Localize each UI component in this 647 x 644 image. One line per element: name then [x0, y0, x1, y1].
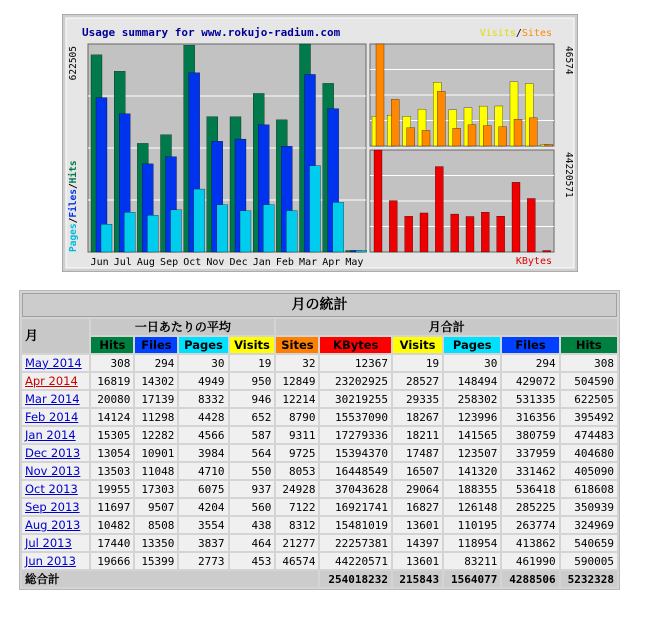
- value-cell: 4566: [179, 427, 227, 443]
- legend-part: Visits: [479, 28, 516, 39]
- bar-kbytes: [512, 182, 520, 252]
- x-tick-label: May: [345, 257, 364, 268]
- month-cell: [22, 427, 89, 443]
- value-cell: 14124: [91, 409, 133, 425]
- value-cell: 413862: [502, 535, 558, 551]
- value-cell: 44220571: [320, 553, 391, 569]
- value-cell: 16921741: [320, 499, 391, 515]
- value-cell: 22257381: [320, 535, 391, 551]
- column-label-files: Files: [502, 337, 558, 353]
- bar-sites: [514, 119, 522, 146]
- value-cell: 316356: [502, 409, 558, 425]
- total-value-cell: 4288506: [502, 571, 558, 587]
- table-row: [22, 355, 617, 371]
- value-cell: 21277: [276, 535, 318, 551]
- x-tick-label: Jan: [252, 257, 271, 268]
- value-cell: 30: [444, 355, 500, 371]
- value-cell: 946: [230, 391, 275, 407]
- value-cell: 11697: [91, 499, 133, 515]
- value-cell: 18267: [393, 409, 442, 425]
- table-row: [22, 445, 617, 461]
- month-link[interactable]: Sep 2013: [25, 499, 80, 514]
- month-link[interactable]: Dec 2013: [25, 445, 81, 460]
- bar-pages: [147, 215, 158, 252]
- value-cell: 3984: [179, 445, 227, 461]
- month-link[interactable]: Nov 2013: [25, 463, 81, 478]
- value-cell: 19: [230, 355, 275, 371]
- value-cell: 29335: [393, 391, 442, 407]
- value-cell: 83211: [444, 553, 500, 569]
- bar-pages: [310, 166, 321, 252]
- value-cell: 13054: [91, 445, 133, 461]
- legend-part: Sites: [521, 28, 552, 39]
- month-cell: [22, 445, 89, 461]
- value-cell: 15537090: [320, 409, 391, 425]
- value-cell: 474483: [561, 427, 617, 443]
- value-cell: 13601: [393, 517, 442, 533]
- value-cell: 350939: [561, 499, 617, 515]
- value-cell: 17487: [393, 445, 442, 461]
- value-cell: 536418: [502, 481, 558, 497]
- value-cell: 618608: [561, 481, 617, 497]
- value-cell: 4949: [179, 373, 227, 389]
- x-tick-label: Oct: [183, 257, 202, 268]
- x-tick-label: Sep: [160, 257, 179, 268]
- bar-pages: [286, 211, 297, 252]
- left-axis-label-part: /: [68, 183, 79, 190]
- value-cell: 11048: [135, 463, 177, 479]
- value-cell: 16448549: [320, 463, 391, 479]
- month-link[interactable]: Aug 2013: [25, 517, 81, 532]
- left-axis-label: [68, 160, 79, 252]
- kbytes-label: KBytes: [515, 256, 552, 267]
- left-axis-label-part: Files: [68, 189, 79, 218]
- month-cell: [22, 481, 89, 497]
- column-label-sites: Sites: [276, 337, 318, 353]
- value-cell: 12849: [276, 373, 318, 389]
- value-cell: 19666: [91, 553, 133, 569]
- value-cell: 9725: [276, 445, 318, 461]
- value-cell: 2773: [179, 553, 227, 569]
- bar-pages: [356, 251, 367, 253]
- table-row: [22, 391, 617, 407]
- month-cell: [22, 355, 89, 371]
- bar-sites: [407, 128, 415, 146]
- month-cell: [22, 553, 89, 569]
- left-axis-max-label: 622505: [68, 46, 79, 81]
- month-cell: [22, 535, 89, 551]
- value-cell: 8790: [276, 409, 318, 425]
- value-cell: 258302: [444, 391, 500, 407]
- total-label: 総合計: [22, 571, 318, 587]
- table-row: [22, 499, 617, 515]
- value-cell: 16507: [393, 463, 442, 479]
- value-cell: 15394370: [320, 445, 391, 461]
- month-link[interactable]: Oct 2013: [25, 481, 78, 496]
- table-row: [22, 553, 617, 569]
- table-row: [22, 409, 617, 425]
- daily-average-header: 一日あたりの平均: [91, 319, 274, 335]
- value-cell: 453: [230, 553, 275, 569]
- x-tick-label: Apr: [322, 257, 341, 268]
- value-cell: 17440: [91, 535, 133, 551]
- column-label-visits: Visits: [393, 337, 442, 353]
- value-cell: 337959: [502, 445, 558, 461]
- column-label-pages: Pages: [444, 337, 500, 353]
- value-cell: 285225: [502, 499, 558, 515]
- monthly-stats-table: [19, 290, 620, 590]
- value-cell: 29064: [393, 481, 442, 497]
- bar-sites: [499, 127, 507, 146]
- value-cell: 123507: [444, 445, 500, 461]
- table-row: [22, 463, 617, 479]
- bar-kbytes: [374, 150, 382, 252]
- value-cell: 17303: [135, 481, 177, 497]
- column-label-hits: Hits: [561, 337, 617, 353]
- value-cell: 12282: [135, 427, 177, 443]
- bar-kbytes: [543, 251, 551, 253]
- value-cell: 308: [91, 355, 133, 371]
- bar-kbytes: [497, 216, 505, 252]
- month-cell: [22, 517, 89, 533]
- value-cell: 32: [276, 355, 318, 371]
- value-cell: 294: [502, 355, 558, 371]
- value-cell: 16819: [91, 373, 133, 389]
- value-cell: 123996: [444, 409, 500, 425]
- value-cell: 3837: [179, 535, 227, 551]
- value-cell: 188355: [444, 481, 500, 497]
- month-link[interactable]: Mar 2014: [25, 391, 80, 406]
- total-value-cell: 215843: [393, 571, 442, 587]
- value-cell: 464: [230, 535, 275, 551]
- value-cell: 17139: [135, 391, 177, 407]
- bar-kbytes: [451, 214, 459, 252]
- bar-pages: [217, 205, 228, 252]
- value-cell: 12214: [276, 391, 318, 407]
- month-link[interactable]: Jul 2013: [25, 535, 72, 550]
- bar-sites: [483, 126, 491, 146]
- bar-sites: [422, 130, 430, 146]
- value-cell: 331462: [502, 463, 558, 479]
- x-tick-label: Dec: [229, 257, 248, 268]
- value-cell: 8312: [276, 517, 318, 533]
- column-label-pages: Pages: [179, 337, 227, 353]
- value-cell: 10482: [91, 517, 133, 533]
- x-tick-label: Jun: [90, 257, 109, 268]
- value-cell: 11298: [135, 409, 177, 425]
- left-axis-label-part: Hits: [68, 160, 79, 184]
- value-cell: 8332: [179, 391, 227, 407]
- value-cell: 590005: [561, 553, 617, 569]
- chart-title: Usage summary for www.rokujo-radium.com: [82, 26, 341, 39]
- value-cell: 14397: [393, 535, 442, 551]
- value-cell: 531335: [502, 391, 558, 407]
- bar-kbytes: [481, 212, 489, 252]
- value-cell: 7122: [276, 499, 318, 515]
- x-tick-label: Nov: [206, 257, 225, 268]
- value-cell: 46574: [276, 553, 318, 569]
- month-cell: [22, 463, 89, 479]
- value-cell: 30: [179, 355, 227, 371]
- bar-pages: [333, 202, 344, 252]
- value-cell: 324969: [561, 517, 617, 533]
- table-row: [22, 517, 617, 533]
- bar-pages: [263, 205, 274, 252]
- value-cell: 141320: [444, 463, 500, 479]
- value-cell: 28527: [393, 373, 442, 389]
- legend-part: /: [515, 28, 522, 39]
- table-title: 月の統計: [22, 293, 617, 317]
- bar-pages: [124, 212, 135, 252]
- value-cell: 550: [230, 463, 275, 479]
- value-cell: 15481019: [320, 517, 391, 533]
- value-cell: 587: [230, 427, 275, 443]
- left-axis-label-part: Pages: [68, 223, 79, 252]
- value-cell: 30219255: [320, 391, 391, 407]
- column-label-kbytes: KBytes: [320, 337, 391, 353]
- value-cell: 13503: [91, 463, 133, 479]
- bar-sites: [529, 118, 537, 146]
- value-cell: 380759: [502, 427, 558, 443]
- value-cell: 3554: [179, 517, 227, 533]
- value-cell: 16827: [393, 499, 442, 515]
- right-bottom-max-label: 44220571: [563, 152, 574, 198]
- right-bottom-panel: [370, 150, 574, 267]
- bar-sites: [453, 128, 461, 146]
- x-tick-label: Aug: [136, 257, 155, 268]
- bar-kbytes: [435, 167, 443, 252]
- month-link[interactable]: Apr 2014: [25, 373, 78, 388]
- bar-pages: [240, 211, 251, 252]
- total-value-cell: 254018232: [320, 571, 391, 587]
- column-label-hits: Hits: [91, 337, 133, 353]
- value-cell: 148494: [444, 373, 500, 389]
- value-cell: 4428: [179, 409, 227, 425]
- value-cell: 950: [230, 373, 275, 389]
- value-cell: 24928: [276, 481, 318, 497]
- x-tick-label: Jul: [113, 257, 132, 268]
- value-cell: 18211: [393, 427, 442, 443]
- value-cell: 4710: [179, 463, 227, 479]
- month-link[interactable]: Jun 2013: [25, 553, 76, 568]
- column-label-row: [22, 337, 617, 353]
- value-cell: 8053: [276, 463, 318, 479]
- value-cell: 540659: [561, 535, 617, 551]
- bar-kbytes: [405, 216, 413, 252]
- value-cell: 622505: [561, 391, 617, 407]
- table-row: [22, 481, 617, 497]
- total-row: [22, 571, 617, 587]
- value-cell: 504590: [561, 373, 617, 389]
- bar-sites: [437, 91, 445, 146]
- value-cell: 429072: [502, 373, 558, 389]
- usage-chart-svg: [62, 14, 578, 272]
- month-cell: [22, 373, 89, 389]
- value-cell: 23202925: [320, 373, 391, 389]
- left-axis-label-part: /: [68, 217, 79, 224]
- table-row: [22, 373, 617, 389]
- month-cell: [22, 391, 89, 407]
- value-cell: 17279336: [320, 427, 391, 443]
- value-cell: 9507: [135, 499, 177, 515]
- visits-sites-legend: [480, 28, 552, 39]
- bar-kbytes: [466, 216, 474, 252]
- value-cell: 13601: [393, 553, 442, 569]
- table-row: [22, 427, 617, 443]
- value-cell: 560: [230, 499, 275, 515]
- value-cell: 126148: [444, 499, 500, 515]
- bar-pages: [101, 224, 112, 252]
- value-cell: 937: [230, 481, 275, 497]
- bar-kbytes: [420, 213, 428, 252]
- x-tick-label: Feb: [275, 257, 294, 268]
- value-cell: 141565: [444, 427, 500, 443]
- bar-pages: [194, 189, 205, 252]
- usage-chart: [62, 14, 578, 272]
- value-cell: 13350: [135, 535, 177, 551]
- bar-pages: [171, 210, 182, 252]
- value-cell: 10901: [135, 445, 177, 461]
- value-cell: 110195: [444, 517, 500, 533]
- value-cell: 14302: [135, 373, 177, 389]
- month-cell: [22, 499, 89, 515]
- total-value-cell: 5232328: [561, 571, 617, 587]
- table-row: [22, 535, 617, 551]
- value-cell: 438: [230, 517, 275, 533]
- value-cell: 37043628: [320, 481, 391, 497]
- total-value-cell: 1564077: [444, 571, 500, 587]
- value-cell: 263774: [502, 517, 558, 533]
- value-cell: 19955: [91, 481, 133, 497]
- value-cell: 652: [230, 409, 275, 425]
- value-cell: 15305: [91, 427, 133, 443]
- value-cell: 15399: [135, 553, 177, 569]
- value-cell: 404680: [561, 445, 617, 461]
- value-cell: 8508: [135, 517, 177, 533]
- value-cell: 308: [561, 355, 617, 371]
- left-panel: [68, 44, 367, 268]
- monthly-total-header: 月合計: [276, 319, 617, 335]
- x-tick-label: Mar: [299, 257, 318, 268]
- bar-kbytes: [389, 201, 397, 252]
- value-cell: 4204: [179, 499, 227, 515]
- month-column-header: 月: [22, 319, 89, 353]
- value-cell: 405090: [561, 463, 617, 479]
- bar-sites: [545, 145, 553, 147]
- bar-sites: [391, 99, 399, 146]
- right-top-max-label: 46574: [563, 46, 574, 75]
- column-label-files: Files: [135, 337, 177, 353]
- month-link[interactable]: Feb 2014: [25, 409, 79, 424]
- column-label-visits: Visits: [230, 337, 275, 353]
- bar-kbytes: [527, 198, 535, 252]
- value-cell: 12367: [320, 355, 391, 371]
- value-cell: 6075: [179, 481, 227, 497]
- value-cell: 461990: [502, 553, 558, 569]
- value-cell: 564: [230, 445, 275, 461]
- month-cell: [22, 409, 89, 425]
- value-cell: 19: [393, 355, 442, 371]
- bar-sites: [468, 125, 476, 146]
- month-link[interactable]: May 2014: [25, 355, 82, 370]
- value-cell: 9311: [276, 427, 318, 443]
- value-cell: 118954: [444, 535, 500, 551]
- value-cell: 395492: [561, 409, 617, 425]
- bar-sites: [376, 44, 384, 146]
- month-link[interactable]: Jan 2014: [25, 427, 76, 442]
- value-cell: 20080: [91, 391, 133, 407]
- value-cell: 294: [135, 355, 177, 371]
- right-top-panel: [370, 28, 574, 146]
